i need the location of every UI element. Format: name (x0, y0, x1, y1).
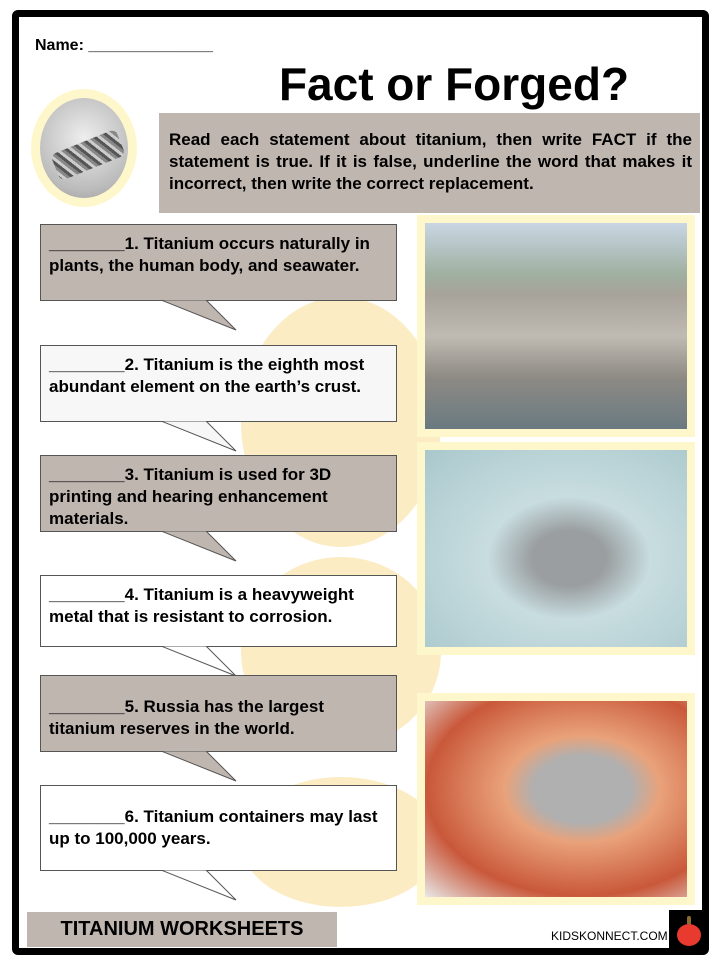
site-link[interactable]: KIDSKONNECT.COM (551, 929, 668, 943)
titanium-disc-photo (417, 693, 695, 905)
statement-text: ________6. Titanium containers may last up to 100,000 years. (49, 807, 378, 848)
statement-text: ________1. Titanium occurs naturally in plants, the human body, and seawater. (49, 234, 370, 275)
bubble-tail (161, 531, 241, 563)
statement-2[interactable] (40, 345, 397, 422)
statement-6[interactable] (40, 785, 397, 871)
statement-text: ________2. Titanium is the eighth most abundant element on the earth’s crust. (49, 355, 365, 396)
statement-text: ________3. Titanium is used for 3D printing and hearing enhancement materials. (49, 465, 332, 528)
instructions: Read each statement about titanium, then write FACT if the statement is true. If it is false, underline the word that makes it incorrect, then write the correct replacement. (159, 113, 700, 213)
titanium-bars-photo (417, 442, 695, 655)
titanium-crystal-image (31, 89, 137, 207)
footer-label: TITANIUM WORKSHEETS (27, 912, 337, 947)
statement-3[interactable] (40, 455, 397, 532)
bubble-tail (161, 751, 241, 783)
bubble-tail (161, 421, 241, 453)
statement-1[interactable] (40, 224, 397, 301)
worksheet-page (12, 10, 709, 955)
apple-logo-icon (669, 910, 709, 950)
bubble-tail (161, 870, 241, 902)
bubble-tail (161, 646, 241, 678)
statement-4[interactable] (40, 575, 397, 647)
name-field[interactable]: Name: ______________ (35, 37, 213, 54)
statement-5[interactable] (40, 675, 397, 752)
statement-text: ________5. Russia has the largest titanium reserves in the world. (49, 697, 324, 738)
page-title: Fact or Forged? (278, 58, 630, 110)
bubble-tail (161, 300, 241, 332)
guggenheim-museum-photo (417, 215, 695, 437)
statement-text: ________4. Titanium is a heavyweight metal that is resistant to corrosion. (49, 585, 354, 626)
